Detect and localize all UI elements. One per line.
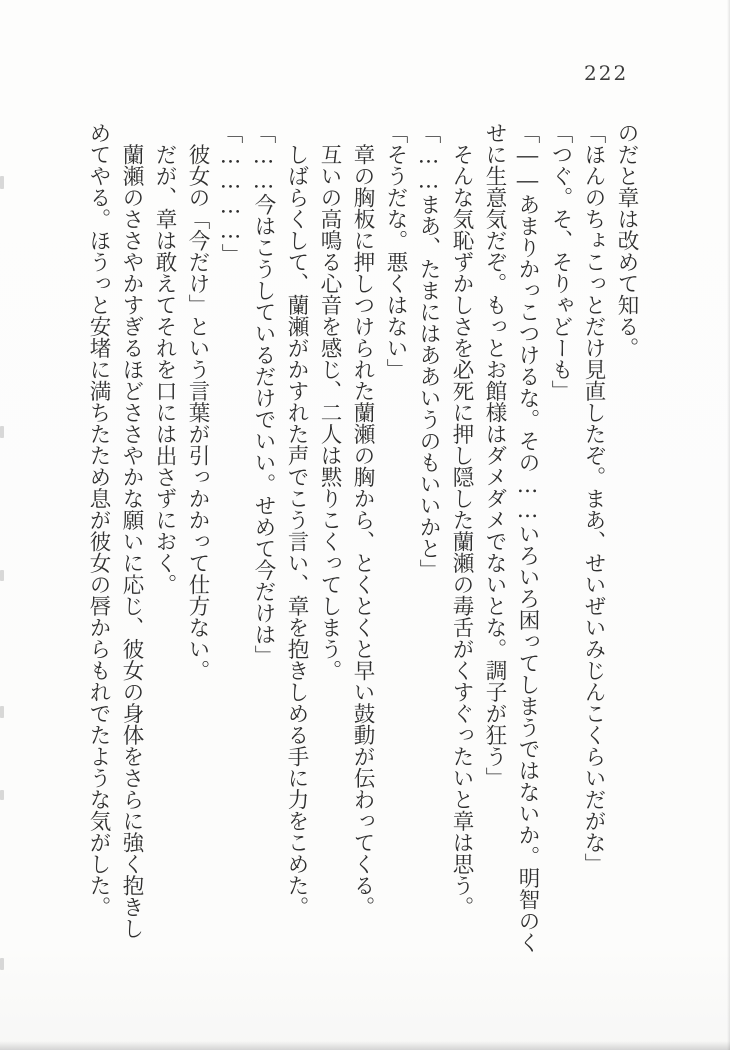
text-line: のだと章は改めて知る。 <box>614 122 639 359</box>
text-line: 「ほんのちょこっとだけ見直したぞ。まあ、せいぜいみじんこくらいだがな」 <box>581 122 606 875</box>
text-line: 互いの高鳴る心音を感じ、二人は黙りこくってしまう。 <box>317 122 342 681</box>
scan-artifact <box>0 958 4 970</box>
text-line: 「そうだな。悪くはない」 <box>383 122 408 380</box>
text-line: 蘭瀬のささやかすぎるほどささやかな願いに応じ、彼女の身体をさらに強く抱きし <box>119 122 144 939</box>
text-line: 章の胸板に押しつけられた蘭瀬の胸から、とくとくと早い鼓動が伝わってくる。 <box>350 122 375 918</box>
scan-artifact <box>0 570 4 581</box>
page-edge-shadow-bottom <box>0 1041 730 1050</box>
text-line: せに生意気だぞ。もっとお館様はダメダメでないとな。調子が狂う」 <box>482 122 507 789</box>
text-line: 「……今はこうしているだけでいい。せめて今だけは」 <box>251 122 276 667</box>
text-line: しばらくして、蘭瀬がかすれた声でこう言い、章を抱きしめる手に力をこめた。 <box>284 122 309 918</box>
text-line: 「つぐ。そ、そりゃどーも」 <box>548 122 573 402</box>
text-line: 彼女の「今だけ」という言葉が引っかかって仕方ない。 <box>185 122 210 681</box>
text-line: 「――あまりかっこつけるな。その……いろいろ困ってしまうではないか。明智のく <box>515 122 540 953</box>
scan-artifact <box>0 790 4 800</box>
text-line: 「……まあ、たまにはああいうのもいいかと」 <box>416 122 441 581</box>
scan-artifact <box>0 176 4 189</box>
page-number: 222 <box>584 61 629 85</box>
text-line: めてやる。ほうっと安堵に満ちたため息が彼女の唇からもれでたような気がした。 <box>86 122 111 918</box>
text-line: そんな気恥ずかしさを必死に押し隠した蘭瀬の毒舌がくすぐったいと章は思う。 <box>449 122 474 918</box>
scan-artifact <box>0 706 4 718</box>
page-text <box>82 122 643 953</box>
text-line: 「…………」 <box>218 122 243 265</box>
text-line: だが、章は敢えてそれを口には出さずにおく。 <box>152 122 177 595</box>
scan-artifact <box>0 426 4 438</box>
